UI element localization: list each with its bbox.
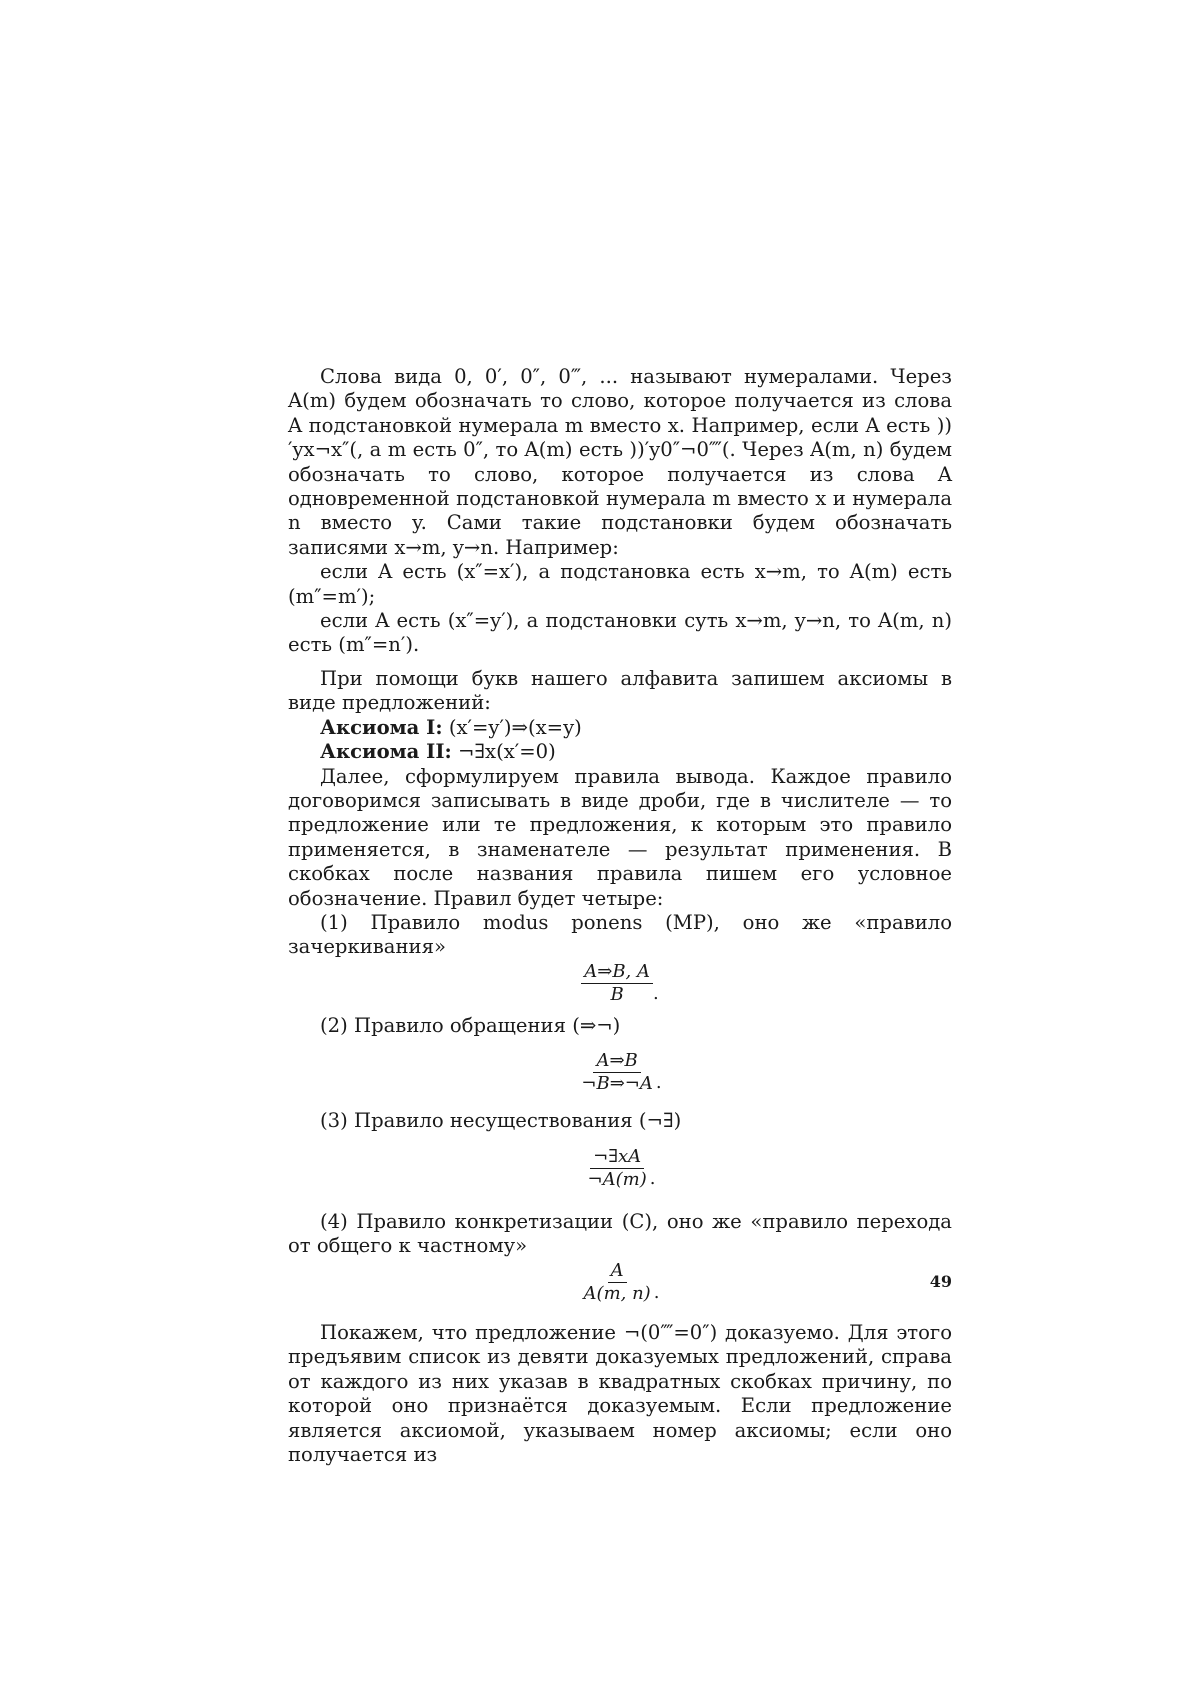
rule-1-denominator: B — [610, 983, 624, 1005]
paragraph-numerals: Слова вида 0, 0′, 0″, 0‴, ... называют нумералами. Через A(m) будем обозначать то слово, которое получается из слова A подстановкой нумерала m вместо x. Например, если A есть ))′yx¬x″(, а m есть 0″, то A(m) есть ))′y0″¬0⁗(. Через A(m, n) будем обозначать то слово, которое получается из слова A одновременной подстановкой нумерала m вместо x и нумерала n вместо y. Сами такие подстановки будем обозначать записями x→m, y→n. Например: — [288, 365, 952, 559]
axiom-1-label: Аксиома I: — [320, 715, 443, 739]
axiom-1-formula: (x′=y′)⇒(x=y) — [448, 715, 582, 739]
rule-2-numerator: A⇒B — [593, 1051, 640, 1073]
rule-4-denominator: A(m, n) — [583, 1282, 651, 1304]
paragraph-axioms-intro: При помощи букв нашего алфавита запишем аксиомы в виде предложений: — [288, 666, 952, 715]
paragraph-proof-intro: Покажем, что предложение ¬(0⁗=0″) доказуемо. Для этого предъявим список из девяти доказуемых предложений, справа от каждого из них указав в квадратных скобках причину, по которой оно признаётся доказуемым. Если предложение является аксиомой, указываем номер аксиомы; если оно получается из — [288, 1321, 952, 1467]
rule-1-formula — [288, 962, 952, 1006]
rule-4-period: . — [653, 1281, 660, 1303]
axiom-2-formula: ¬∃x(x′=0) — [457, 740, 556, 764]
rule-4-text: (4) Правило конкретизации (C), оно же «правило перехода от общего к частному» — [288, 1209, 952, 1258]
rule-1-fraction — [581, 962, 653, 1005]
rule-2-period: . — [655, 1071, 662, 1093]
rule-4-fraction — [581, 1261, 654, 1304]
example-1: если A есть (x″=x′), а подстановка есть x→m, то A(m) есть (m″=m′); — [288, 560, 952, 608]
page-body — [288, 365, 952, 1467]
rule-3-period: . — [649, 1168, 656, 1190]
rule-3-text: (3) Правило несуществования (¬∃) — [320, 1108, 682, 1132]
rule-4-formula — [288, 1261, 952, 1305]
axiom-1 — [288, 716, 952, 740]
paragraph-inference-rules: Далее, сформулируем правила вывода. Каждое правило договоримся записывать в виде дроби, где в числителе — то предложение или те предложения, к которым это правило применяется, в знаменателе — результат применения. В скобках после названия правила пишем его условное обозначение. Правил будет четыре: — [288, 764, 952, 910]
rule-1-numerator: A⇒B, A — [581, 962, 653, 984]
page-number: 49 — [929, 1272, 952, 1291]
axiom-2-label: Аксиома II: — [320, 740, 452, 764]
rule-1-period: . — [653, 982, 659, 1004]
rule-3-denominator: ¬A(m) — [587, 1169, 647, 1191]
rule-2-fraction — [578, 1051, 655, 1094]
rule-3-numerator: ¬∃xA — [590, 1147, 644, 1169]
rule-3-formula — [288, 1147, 952, 1191]
rule-1-text: (1) Правило modus ponens (MP), оно же «правило зачеркивания» — [288, 910, 952, 959]
rule-2-denominator: ¬B⇒¬A — [581, 1072, 653, 1094]
rule-2-text: (2) Правило обращения (⇒¬) — [320, 1014, 621, 1038]
example-2: если A есть (x″=y′), а подстановки суть x→m, y→n, то A(m, n) есть (m″=n′). — [288, 609, 952, 657]
rule-4-numerator: A — [608, 1261, 627, 1283]
axiom-2 — [288, 740, 952, 764]
rule-3-fraction — [585, 1147, 650, 1190]
rule-2-formula — [288, 1051, 952, 1095]
